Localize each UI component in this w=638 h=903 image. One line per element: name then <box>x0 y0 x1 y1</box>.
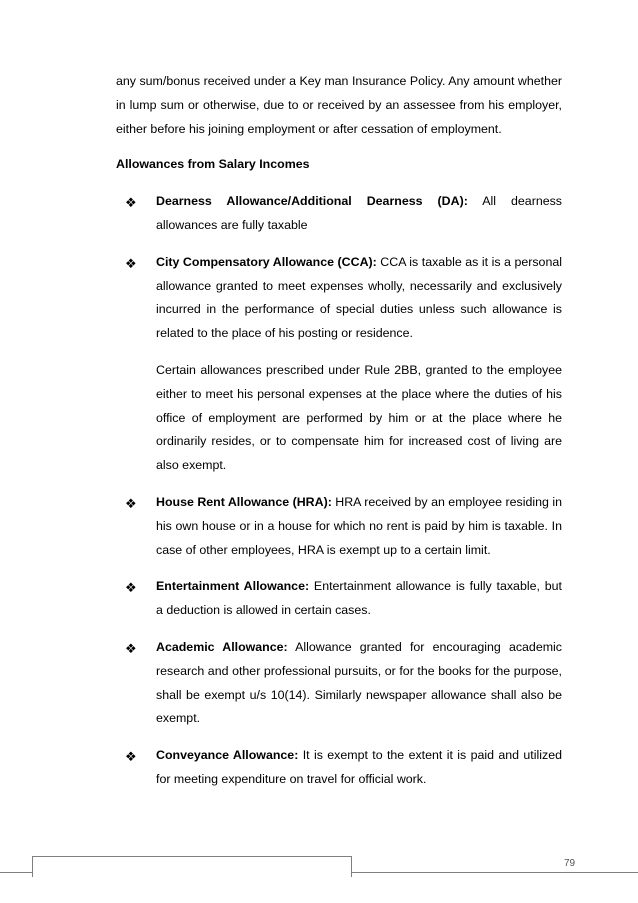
list-item-term: Conveyance Allowance: <box>156 748 299 763</box>
list-item-term: House Rent Allowance (HRA): <box>156 494 332 509</box>
list-item-body: It is exempt to the extent it is paid and utilized for meeting expenditure on travel for official work. <box>156 748 562 786</box>
list-item-dearness-allowance <box>116 190 562 238</box>
list-item-body: Entertainment allowance is fully taxable, but a deduction is allowed in certain cases. <box>156 579 562 618</box>
list-item-academic-allowance <box>116 636 562 731</box>
list-item-body: CCA is taxable as it is a personal allowance granted to meet expenses wholly, necessarily and exclusively incurred in the performance of special duties unless such allowance is related to the place of his posting or residence. <box>156 254 562 341</box>
list-item-term: Academic Allowance: <box>156 639 288 654</box>
cca-followup-paragraph: Certain allowances prescribed under Rule 2BB, granted to the employee either to meet his personal expenses at the place where the duties of his office of employment are performed by him or at the place where he ordinarily resides, or to compensate him for increased cost of living are also exempt. <box>156 362 562 473</box>
diamond-bullet-icon: ❖ <box>125 749 137 765</box>
list-item-text <box>156 251 562 346</box>
list-item-text <box>156 575 562 623</box>
list-item-term: Dearness Allowance/Additional Dearness (DA): <box>156 194 468 209</box>
list-item-term: City Compensatory Allowance (CCA): <box>156 254 377 269</box>
list-item-house-rent-allowance <box>116 491 562 562</box>
list-item-body: All dearness allowances are fully taxable <box>156 194 562 232</box>
list-item-text <box>156 744 562 792</box>
diamond-bullet-icon: ❖ <box>125 495 137 511</box>
list-item-text <box>156 190 562 238</box>
diamond-bullet-icon: ❖ <box>125 580 137 596</box>
diamond-bullet-icon: ❖ <box>125 195 137 211</box>
list-item-body: HRA received by an employee residing in his own house or in a house for which no rent is paid by him is taxable. In case of other employees, HRA is exempt up to a certain limit. <box>156 494 562 557</box>
list-item-text <box>156 491 562 562</box>
list-item-conveyance-allowance <box>116 744 562 792</box>
list-item-entertainment-allowance <box>116 575 562 623</box>
footer-tab <box>32 856 352 877</box>
diamond-bullet-icon: ❖ <box>125 255 137 271</box>
page-content <box>116 70 562 805</box>
diamond-bullet-icon: ❖ <box>125 640 137 656</box>
list-item-city-compensatory-allowance <box>116 251 562 346</box>
list-item-term: Entertainment Allowance: <box>156 579 310 594</box>
intro-paragraph: any sum/bonus received under a Key man Insurance Policy. Any amount whether in lump sum or otherwise, due to or received by an assessee from his employer, either before his joining employment or after cessation of employment. <box>116 74 562 136</box>
list-item-body: Allowance granted for encouraging academic research and other professional pursuits, or for the books for the purpose, shall be exempt u/s 10(14). Similarly newspaper allowance shall also be exempt. <box>156 639 562 726</box>
list-item-text <box>156 636 562 731</box>
section-heading: Allowances from Salary Incomes <box>116 157 310 172</box>
page-number: 79 <box>564 858 576 869</box>
